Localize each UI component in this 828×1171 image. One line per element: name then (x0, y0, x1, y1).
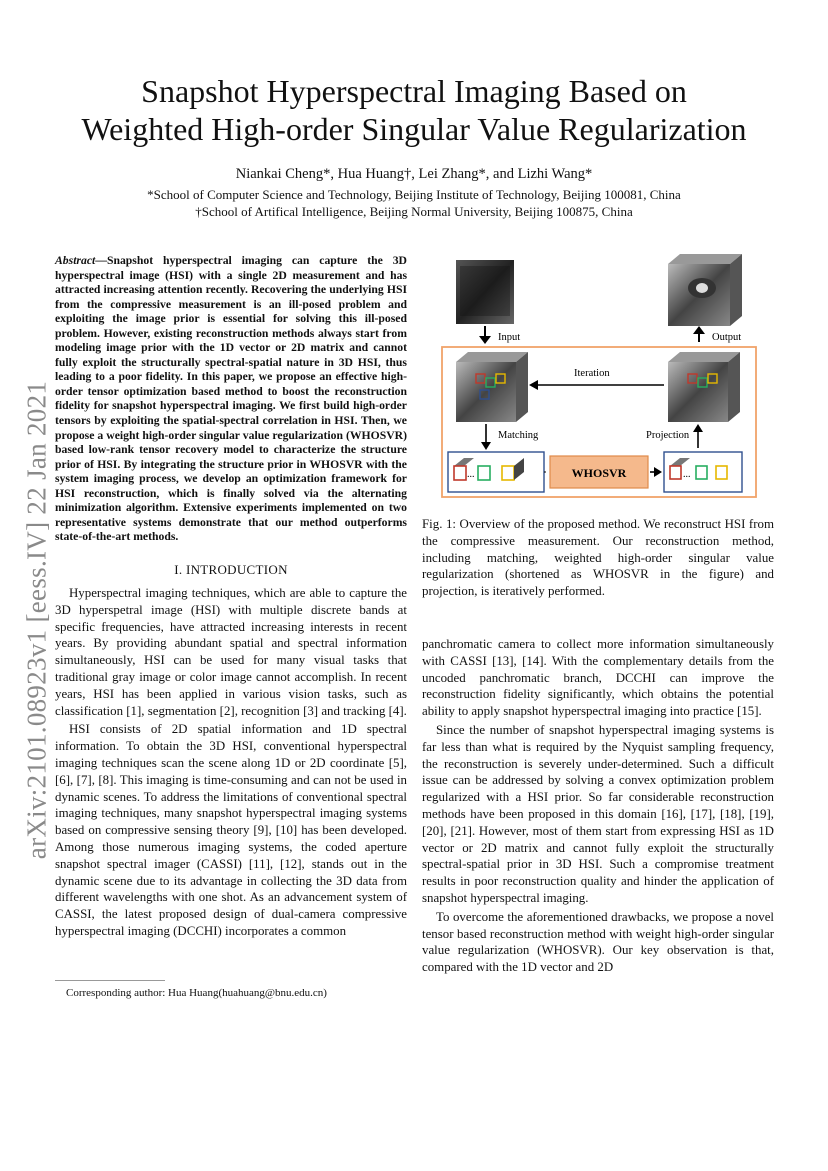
overview-diagram (440, 252, 760, 502)
author-list: Niankai Cheng*, Hua Huang†, Lei Zhang*, and Lizhi Wang* (235, 166, 593, 182)
paragraph: panchromatic camera to collect more information simultaneously with CASSI [13], [14]. With the complementary details from the uncoded panchromatic branch, DCCHI can improve the reconstruction fidelity significantly, which obtains the potential ability to apply snapshot hyperspectral imaging into practice [15]. (422, 637, 774, 719)
paragraph: To overcome the aforementioned drawbacks, we propose a novel tensor based reconstruction method with weight high-order singular value regularization (WHOSVR). Our key observation is that, compared with the 1D vector and 2D (422, 909, 774, 975)
paragraph: HSI consists of 2D spatial information and 1D spectral information. To obtain the 3D HSI, conventional hyperspectral imaging techniques scan the scene along 1D or 2D coordinate [5], [6], [7], [8]. This imaging is time-consuming and can not be used in dynamic scenes. To address the limitations of conventional spectral imaging techniques, many snapshot hyperspectral imaging systems based on compressive sensing theory [9], [10] has been developed. Among those numerous imaging systems, the coded aperture snapshot spectral imager (CASSI) [11], [12], stands out in the dynamic scene due to its advantage in collecting the 3D data from different wavelengths with one shot. As an advancement system of CASSI, the latest proposed design of dual-camera compressive hyperspectral imaging (DCCHI) incorporates a common (55, 722, 407, 938)
left-column-body (55, 585, 407, 942)
figure-caption: Fig. 1: Overview of the proposed method. We reconstruct HSI from the compressive measurement. Our reconstruction method, including matching, weighted high-order singular value regularization (shortened as WHOSVR in the figure) and projection, is iteratively performed. (422, 517, 774, 599)
title-line-2: Weighted High-order Singular Value Regularization (81, 111, 747, 147)
output-hsi-cube (668, 254, 742, 326)
patch-ellipsis-right: ... (683, 469, 691, 480)
affiliation-1: *School of Computer Science and Technology, Beijing Institute of Technology, Beijing 100081, China (147, 187, 681, 202)
output-arrow (693, 326, 705, 342)
title-line-1: Snapshot Hyperspectral Imaging Based on (141, 73, 687, 109)
abstract-text: —Snapshot hyperspectral imaging can capture the 3D hyperspectral image (HSI) with a single 2D measurement and has attracted increasing attention recently. Recovering the underlying HSI from the compressive measurement is an ill-posed problem and exploiting the image prior is essential for solving this ill-posed problem. However, existing reconstruction methods always start from modeling image prior with the 1D vector or 2D matrix and cannot fully exploit the structurally spectral-spatial nature in 3D HSI, thus leading to a poor fidelity. In this paper, we propose an effective high-order tensor optimization based method to boost the reconstruction fidelity for snapshot hyperspectral imaging. We first build high-order tensors by exploiting the spatial-spectral correlation in HSI. Then, we propose a weight high-order singular value regularization (WHOSVR) based low-rank tensor recovery model to characterize the structure prior of HSI. By integrating the structure prior in WHOSVR with the system imaging process, we develop an optimization framework for HSI reconstruction, which is finally solved via the alternating minimization algorithm. Extensive experiments implemented on two representative systems demonstrate that our method outperforms state-of-the-art methods. (55, 254, 407, 544)
projection-arrow (693, 424, 703, 448)
arrow-from-whosvr (650, 467, 662, 477)
grouped-patches-right (664, 452, 742, 492)
matching-label: Matching (498, 430, 539, 441)
whosvr-label: WHOSVR (571, 466, 627, 480)
estimated-hsi-cube-right (668, 352, 740, 422)
abstract (55, 254, 407, 545)
arxiv-identifier: arXiv:2101.08923v1 [eess.IV] 22 Jan 2021 (21, 380, 52, 860)
affiliation-2: †School of Artifical Intelligence, Beijing Normal University, Beijing 100875, China (195, 204, 633, 219)
abstract-label: Abstract (55, 254, 96, 267)
footnote: Corresponding author: Hua Huang(huahuang@bnu.edu.cn) (66, 987, 327, 999)
grouped-patches-left (448, 452, 544, 492)
paragraph: Hyperspectral imaging techniques, which are able to capture the 3D hyperspetral image (HSI) with multiple discrete bands at specific frequencies, have attracted increasing interests in recent years. By providing abundant spatial and spectral information simultaneously, HSI can be used for many visual tasks that traditional gray image or color image cannot accomplish. In recent years, HSI has been applied in various vision tasks, such as classification [1], segmentation [2], recognition [3] and tracking [4]. (55, 586, 407, 718)
projection-label: Projection (646, 430, 690, 441)
iteration-arrow (529, 380, 664, 390)
input-arrow (479, 326, 491, 344)
estimated-hsi-cube-left (456, 352, 528, 422)
output-label: Output (712, 332, 742, 343)
footnote-rule (55, 980, 165, 981)
patch-ellipsis-left: ... (467, 469, 475, 480)
input-measurement-image (456, 260, 514, 324)
input-label: Input (498, 332, 521, 343)
paper-title (0, 72, 828, 148)
figure-overview (440, 252, 760, 502)
section-heading-introduction: I. INTRODUCTION (174, 562, 288, 577)
iteration-label: Iteration (574, 368, 610, 379)
right-column-body (422, 636, 774, 978)
matching-arrow (481, 424, 491, 450)
paragraph: Since the number of snapshot hyperspectral imaging systems is far less than what is required by the Nyquist sampling frequency, the reconstruction is severely under-determined. Such a difficult issue can be addressed by solving a convex optimization problem regularized with a HSI prior. So far considerable reconstruction methods have been proposed in this domain [16], [17], [18], [19], [20], [21]. However, most of them start from expressing HSI as 1D vector or 2D matrix and cannot fully exploit the structurally spectral-spatial prior in 3D HSI. Such a compromise treatment results in poor reconstruction quality and hinder the application of snapshot hyperspectral imaging. (422, 722, 774, 905)
